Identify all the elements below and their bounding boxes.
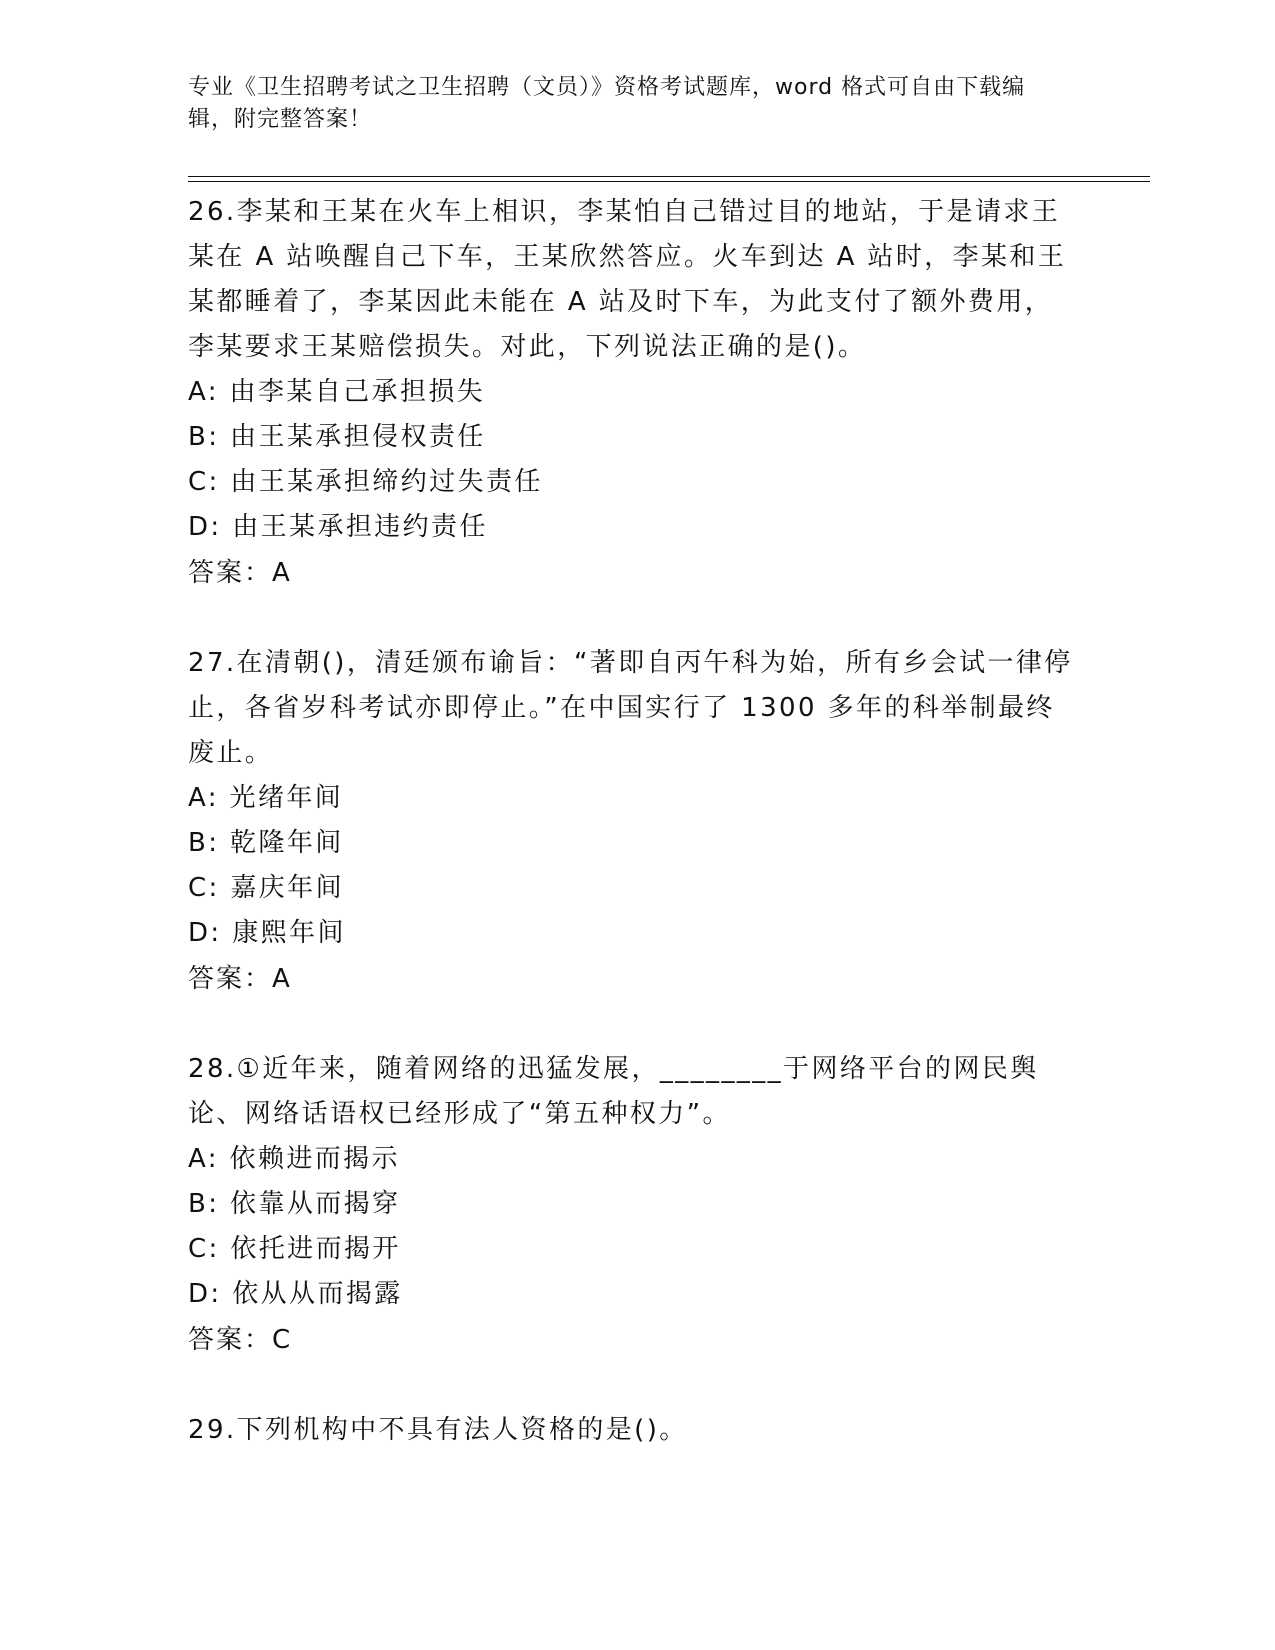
answer-label: 答案： xyxy=(188,1325,273,1355)
option-a: A: 光绪年间 xyxy=(188,783,344,813)
option-b: B: 依靠从而揭穿 xyxy=(188,1189,401,1219)
spacer xyxy=(188,1363,1078,1408)
header-rule-bottom xyxy=(188,181,1150,182)
question-stem: 26.李某和王某在火车上相识，李某怕自己错过目的地站，于是请求王某在 A 站唤醒自己下车，王某欣然答应。火车到达 A 站时，李某和王某都睡着了，李某因此未能在 A 站及时下车，为此支付了额外费用，李某要求王某赔偿损失。对此，下列说法正确的是()。 xyxy=(188,197,1067,362)
question-26 xyxy=(188,190,1078,596)
question-29 xyxy=(188,1408,1078,1453)
answer-line xyxy=(188,1317,1078,1363)
option-b: B: 由王某承担侵权责任 xyxy=(188,422,486,452)
option-c: C: 由王某承担缔约过失责任 xyxy=(188,467,543,497)
option-c: C: 嘉庆年间 xyxy=(188,873,344,903)
option-d: D: 由王某承担违约责任 xyxy=(188,512,488,542)
option-a: A: 由李某自己承担损失 xyxy=(188,377,486,407)
question-stem: 27.在清朝()，清廷颁布谕旨：“著即自丙午科为始，所有乡会试一律停止，各省岁科考试亦即停止。”在中国实行了 1300 多年的科举制最终废止。 xyxy=(188,648,1073,768)
header-rule-top xyxy=(188,176,1150,177)
answer-label: 答案： xyxy=(188,558,273,588)
option-b: B: 乾隆年间 xyxy=(188,828,344,858)
question-27 xyxy=(188,641,1078,1002)
answer-line xyxy=(188,956,1078,1002)
question-stem: 28.①近年来，随着网络的迅猛发展，________于网络平台的网民舆论、网络话语权已经形成了“第五种权力”。 xyxy=(188,1054,1039,1129)
spacer xyxy=(188,596,1078,641)
spacer xyxy=(188,1002,1078,1047)
answer-line xyxy=(188,550,1078,596)
document-header: 专业《卫生招聘考试之卫生招聘（文员）》资格考试题库，word 格式可自由下载编辑，附完整答案！ xyxy=(188,75,1026,132)
question-28 xyxy=(188,1047,1078,1363)
question-stem: 29.下列机构中不具有法人资格的是()。 xyxy=(188,1415,688,1445)
option-d: D: 康熙年间 xyxy=(188,918,346,948)
option-d: D: 依从从而揭露 xyxy=(188,1279,403,1309)
answer-value: A xyxy=(272,558,292,588)
answer-label: 答案： xyxy=(188,964,273,994)
answer-value: A xyxy=(272,964,292,994)
option-a: A: 依赖进而揭示 xyxy=(188,1144,400,1174)
answer-value: C xyxy=(272,1325,293,1355)
option-c: C: 依托进而揭开 xyxy=(188,1234,401,1264)
question-list xyxy=(188,190,1078,1453)
